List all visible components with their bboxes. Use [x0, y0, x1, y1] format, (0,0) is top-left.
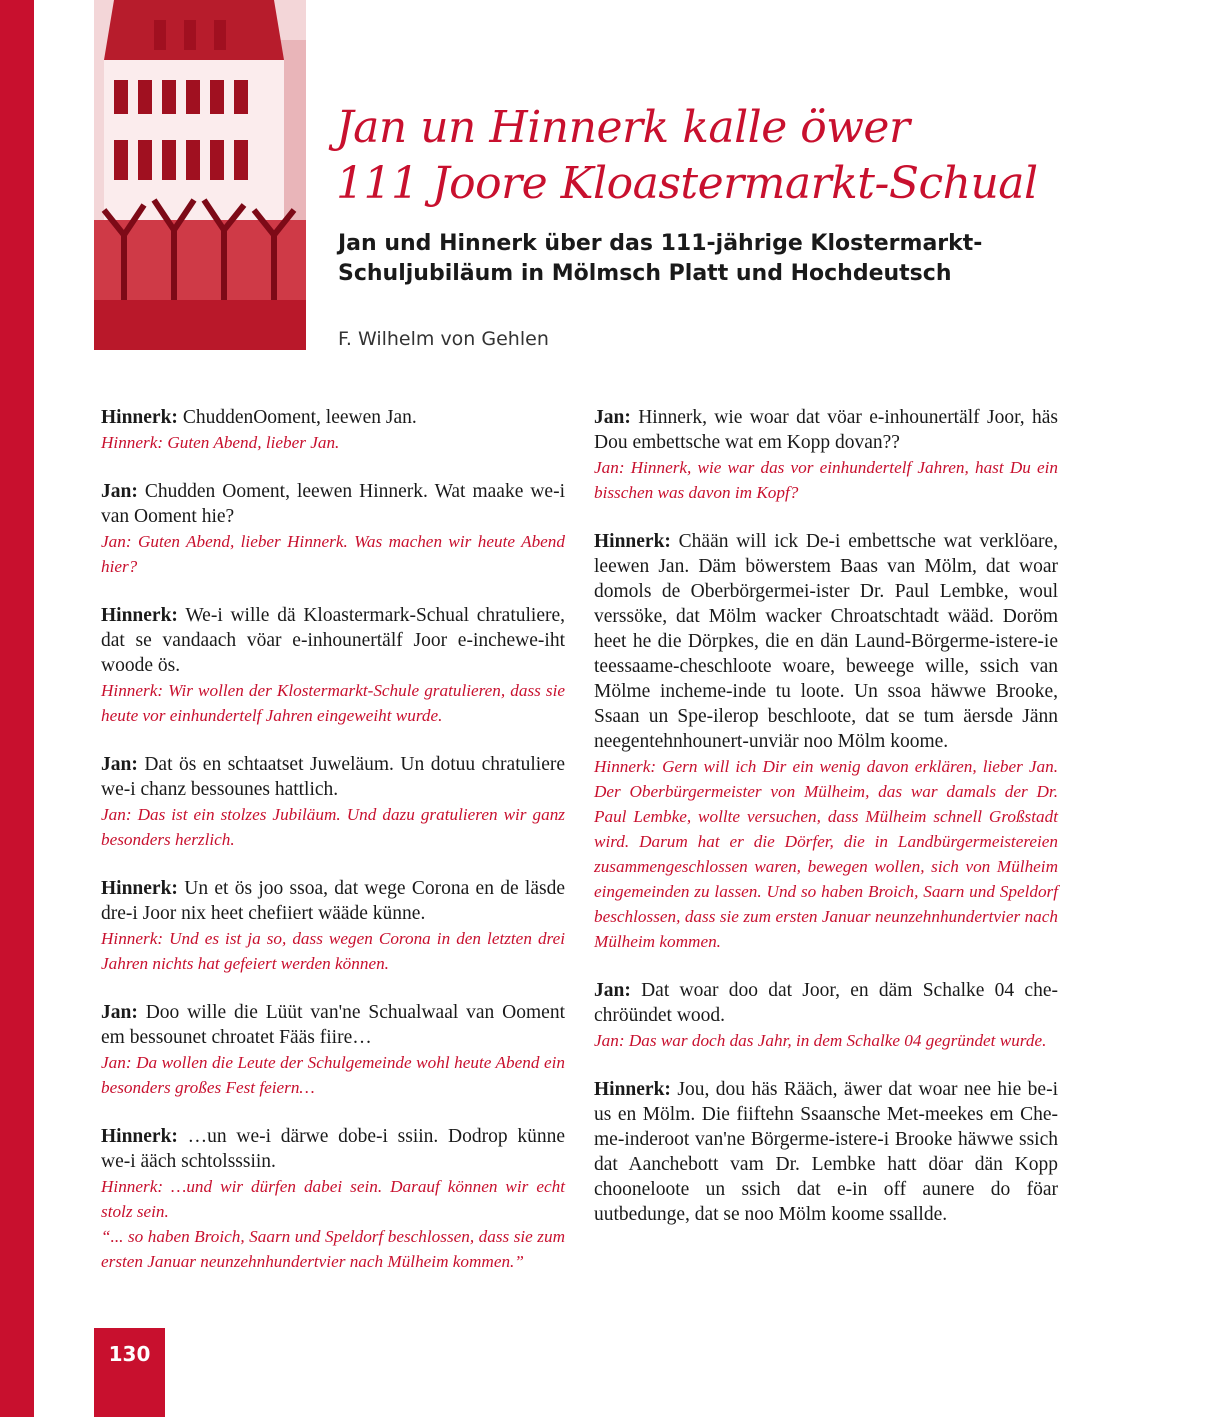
dialogue-block — [594, 529, 1058, 954]
platt-line — [594, 1077, 1058, 1227]
article-subtitle: Jan und Hinnerk über das 111-jährige Klostermarkt-Schuljubiläum in Mölmsch Platt und Hochdeutsch — [338, 231, 983, 286]
platt-text: Dat ös en schtaatset Juweläum. Un dotuu chratuliere we-i chanz bessounes hattlich. — [101, 754, 565, 800]
hochdeutsch-translation: Hinnerk: …und wir dürfen dabei sein. Darauf können wir echt stolz sein. — [101, 1177, 565, 1221]
platt-line — [101, 603, 565, 678]
dialogue-block — [101, 1000, 565, 1100]
platt-text: Dat woar doo dat Joor, en däm Schalke 04 che-chröündet wood. — [594, 980, 1058, 1026]
hochdeutsch-translation: Jan: Da wollen die Leute der Schulgemeinde wohl heute Abend ein besonders großes Fest feiern… — [101, 1053, 565, 1097]
platt-text: Jou, dou häs Rääch, äwer dat woar nee hie be-i us en Mölm. Die fiiftehn Ssaansche Met-meekes em Che-me-inderoot van'ne Börgerme-istere-i Brooke häwwe ssich dat Aanchebott vam Dr. Lembke hatt döar dän Kopp chooneloote un ssich dat e-in off aunere do föar uutbedunge, dat se noo Mölm koome ssallde. — [594, 1079, 1058, 1225]
page-number: 130 — [94, 1328, 165, 1417]
hochdeutsch-translation: Hinnerk: Wir wollen der Klostermarkt-Schule gratulieren, dass sie heute vor einhundertelf Jahren eingeweiht wurde. — [101, 681, 565, 725]
platt-line — [101, 405, 565, 430]
platt-line — [594, 529, 1058, 754]
left-text-column — [101, 405, 565, 1298]
title-line-1: Jan un Hinnerk kalle öwer — [336, 102, 910, 153]
dialogue-block — [101, 876, 565, 976]
platt-line — [594, 405, 1058, 455]
hochdeutsch-translation: Jan: Das war doch das Jahr, in dem Schalke 04 gegründet wurde. — [594, 1031, 1047, 1050]
dialogue-block — [101, 1124, 565, 1274]
platt-line — [101, 752, 565, 802]
article-title — [336, 100, 1156, 212]
speaker-name: Hinnerk: — [101, 1126, 178, 1147]
dialogue-block — [101, 752, 565, 852]
hochdeutsch-translation: Jan: Guten Abend, lieber Hinnerk. Was machen wir heute Abend hier? — [101, 532, 565, 576]
platt-line — [101, 876, 565, 926]
platt-text: …un we-i därwe dobe-i ssiin. Dodrop künne we-i ääch schtolsssiin. — [101, 1126, 565, 1172]
speaker-name: Hinnerk: — [594, 1079, 671, 1100]
platt-text: Doo wille die Lüüt van'ne Schualwaal van Ooment em bessounet chroatet Fääs fiire… — [101, 1002, 565, 1048]
title-line-2: 111 Joore Kloastermarkt-Schual — [336, 158, 1038, 209]
speaker-name: Hinnerk: — [594, 531, 671, 552]
hochdeutsch-translation: Hinnerk: Gern will ich Dir ein wenig davon erklären, lieber Jan. Der Oberbürgermeister von Mülheim, das war damals der Dr. Paul Lembke, wollte versuchen, dass Mülheim schnell Großstadt wird. Darum hat er die Dörfer, die in Landbürgermeistereien zusammengeschlossen waren, bewegen wollen, sich von Mülheim eingemeinden zu lassen. Und so haben Broich, Saarn und Speldorf beschlossen, dass sie zum ersten Januar neunzehnhundertvier nach Mülheim kommen. — [594, 757, 1058, 951]
platt-text: We-i wille dä Kloastermark-Schual chratuliere, dat se vandaach vöar e-inhounertälf Joor e-inchewe-iht woode ös. — [101, 605, 565, 676]
speaker-name: Jan: — [101, 1002, 138, 1023]
hochdeutsch-translation: Hinnerk: Und es ist ja so, dass wegen Corona in den letzten drei Jahren nichts hat gefeiert werden können. — [101, 929, 565, 973]
school-building-photo — [94, 0, 306, 350]
dialogue-block — [101, 405, 565, 455]
platt-text: Chään will ick De-i embettsche wat verklöare, leewen Jan. Däm böwerstem Baas van Mölm, dat woar domols de Oberbörgermei-ister Dr. Paul Lembke, woul verssöke, dat Mölm wacker Chroatschtadt wääd. Doröm heet he die Dörpkes, die en dän Laund-Börgerme-istere-ie teessaame-cheschloote woare, beweege wille, ssich van Mölme incheme-inde tu loote. Un ssoa häwwe Brooke, Ssaan un Spe-ilerop beschloote, dat se tum äersde Jänn neegentehnhounert-unviär noo Mölm koome. — [594, 531, 1058, 752]
speaker-name: Hinnerk: — [101, 878, 178, 899]
speaker-name: Hinnerk: — [101, 605, 178, 626]
hochdeutsch-translation: Jan: Das ist ein stolzes Jubiläum. Und dazu gratulieren wir ganz besonders herzlich. — [101, 805, 565, 849]
platt-line — [594, 978, 1058, 1028]
platt-text: Hinnerk, wie woar dat vöar e-inhounertälf Joor, häs Dou embettsche wat em Kopp dovan?? — [594, 407, 1058, 453]
platt-text: Un et ös joo ssoa, dat wege Corona en de läsde dre-i Joor nix heet chefiiert wääde künne. — [101, 878, 565, 924]
hochdeutsch-translation: “... so haben Broich, Saarn und Speldorf beschlossen, dass sie zum ersten Januar neunzehnhundertvier nach Mülheim kommen.” — [101, 1227, 565, 1271]
speaker-name: Jan: — [594, 980, 631, 1001]
red-margin-bar — [0, 0, 34, 1417]
platt-text: ChuddenOoment, leewen Jan. — [182, 407, 417, 428]
right-text-column — [594, 405, 1058, 1251]
platt-text: Chudden Ooment, leewen Hinnerk. Wat maake we-i van Ooment hie? — [101, 481, 565, 527]
dialogue-block — [101, 479, 565, 579]
hochdeutsch-translation: Jan: Hinnerk, wie war das vor einhundertelf Jahren, hast Du ein bisschen was davon im Kopf? — [594, 458, 1058, 502]
dialogue-block — [594, 1077, 1058, 1227]
platt-line — [101, 1124, 565, 1174]
author-name: F. Wilhelm von Gehlen — [338, 328, 549, 350]
speaker-name: Jan: — [594, 407, 631, 428]
platt-line — [101, 1000, 565, 1050]
platt-line — [101, 479, 565, 529]
speaker-name: Jan: — [101, 754, 138, 775]
dialogue-block — [594, 405, 1058, 505]
hochdeutsch-translation: Hinnerk: Guten Abend, lieber Jan. — [101, 433, 340, 452]
dialogue-block — [101, 603, 565, 728]
dialogue-block — [594, 978, 1058, 1053]
speaker-name: Hinnerk: — [101, 407, 178, 428]
speaker-name: Jan: — [101, 481, 138, 502]
